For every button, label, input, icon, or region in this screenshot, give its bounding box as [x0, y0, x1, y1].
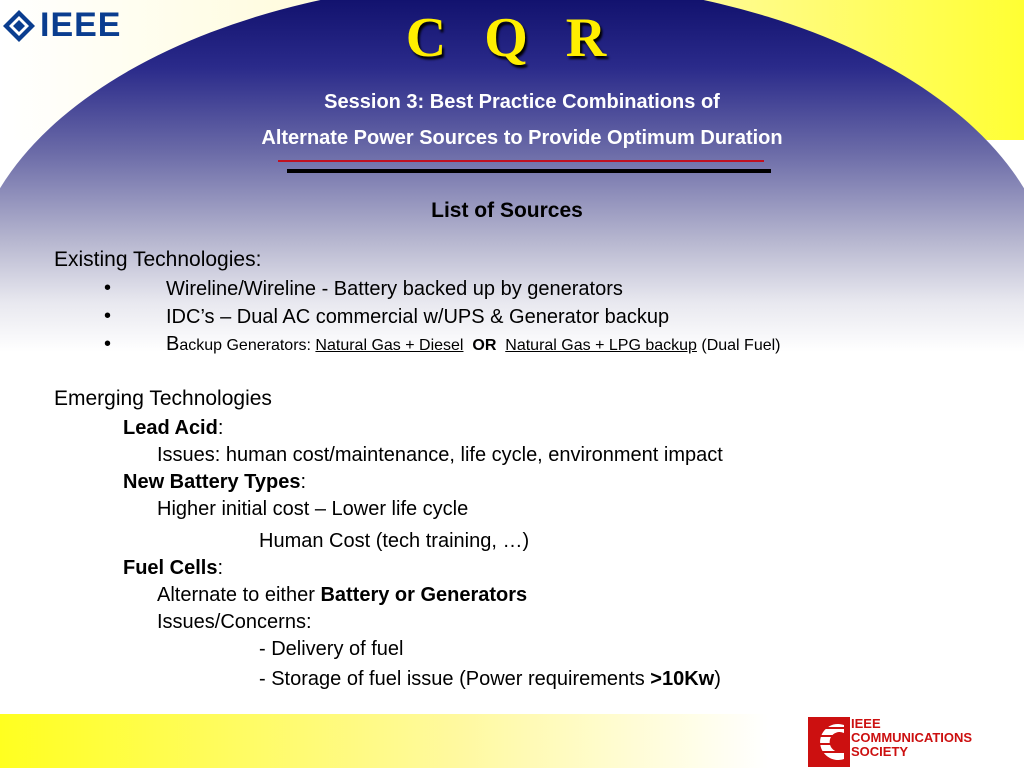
concern-storage: - Storage of fuel issue (Power requirements >10Kw) — [259, 668, 721, 690]
lead-acid-issues: Issues: human cost/maintenance, life cycle, environment impact — [157, 444, 723, 466]
item3-tail: (Dual Fuel) — [696, 337, 781, 354]
fuel-cells-label: Fuel Cells — [123, 557, 218, 579]
new-battery-label: New Battery Types — [123, 471, 301, 493]
concern-delivery: - Delivery of fuel — [259, 638, 404, 660]
existing-heading: Existing Technologies: — [54, 248, 262, 271]
existing-item-1: Wireline/Wireline - Battery backed up by generators — [166, 278, 623, 300]
page-title: C Q R — [405, 7, 619, 69]
bullet-icon: • — [104, 277, 112, 299]
session-title-line-2: Alternate Power Sources to Provide Optimum Duration — [261, 127, 783, 149]
fuel-cells-concerns: Issues/Concerns: — [157, 611, 312, 633]
list-title: List of Sources — [431, 199, 583, 222]
new-battery-line-2: Human Cost (tech training, …) — [259, 530, 530, 552]
comsoc-line-1: IEEE — [851, 716, 881, 731]
item3-initial: B — [166, 333, 180, 355]
existing-item-3 — [166, 333, 781, 356]
option-natural-gas-diesel: Natural Gas + Diesel — [315, 337, 464, 354]
bullet-icon: • — [104, 305, 112, 327]
fuel-cells-alternate: Alternate to either Battery or Generators — [157, 584, 528, 606]
lead-acid-heading: Lead Acid: — [123, 417, 224, 439]
new-battery-line-1: Higher initial cost – Lower life cycle — [157, 498, 469, 520]
or-label: OR — [472, 337, 497, 354]
existing-item-2: IDC’s – Dual AC commercial w/UPS & Generator backup — [166, 306, 670, 328]
bullet-icon: • — [104, 333, 112, 355]
comsoc-line-2: COMMUNICATIONS — [851, 730, 973, 745]
fuel-cells-heading: Fuel Cells: — [123, 557, 224, 579]
comsoc-line-3: SOCIETY — [851, 744, 909, 759]
item3-text: ackup Generators: — [179, 337, 316, 354]
emerging-heading: Emerging Technologies — [54, 387, 272, 410]
black-divider — [287, 169, 771, 173]
lead-acid-label: Lead Acid — [123, 417, 218, 439]
ieee-logo-text: IEEE — [40, 6, 122, 44]
comsoc-logo — [808, 717, 1020, 767]
power-requirement-value: >10Kw — [650, 668, 715, 690]
option-natural-gas-lpg: Natural Gas + LPG backup — [505, 337, 697, 354]
comsoc-text — [851, 717, 972, 759]
red-divider — [278, 160, 764, 162]
comsoc-mark-icon — [808, 717, 850, 767]
battery-or-generators: Battery or Generators — [320, 584, 528, 606]
session-title-line-1: Session 3: Best Practice Combinations of — [324, 91, 720, 113]
new-battery-heading: New Battery Types: — [123, 471, 307, 493]
